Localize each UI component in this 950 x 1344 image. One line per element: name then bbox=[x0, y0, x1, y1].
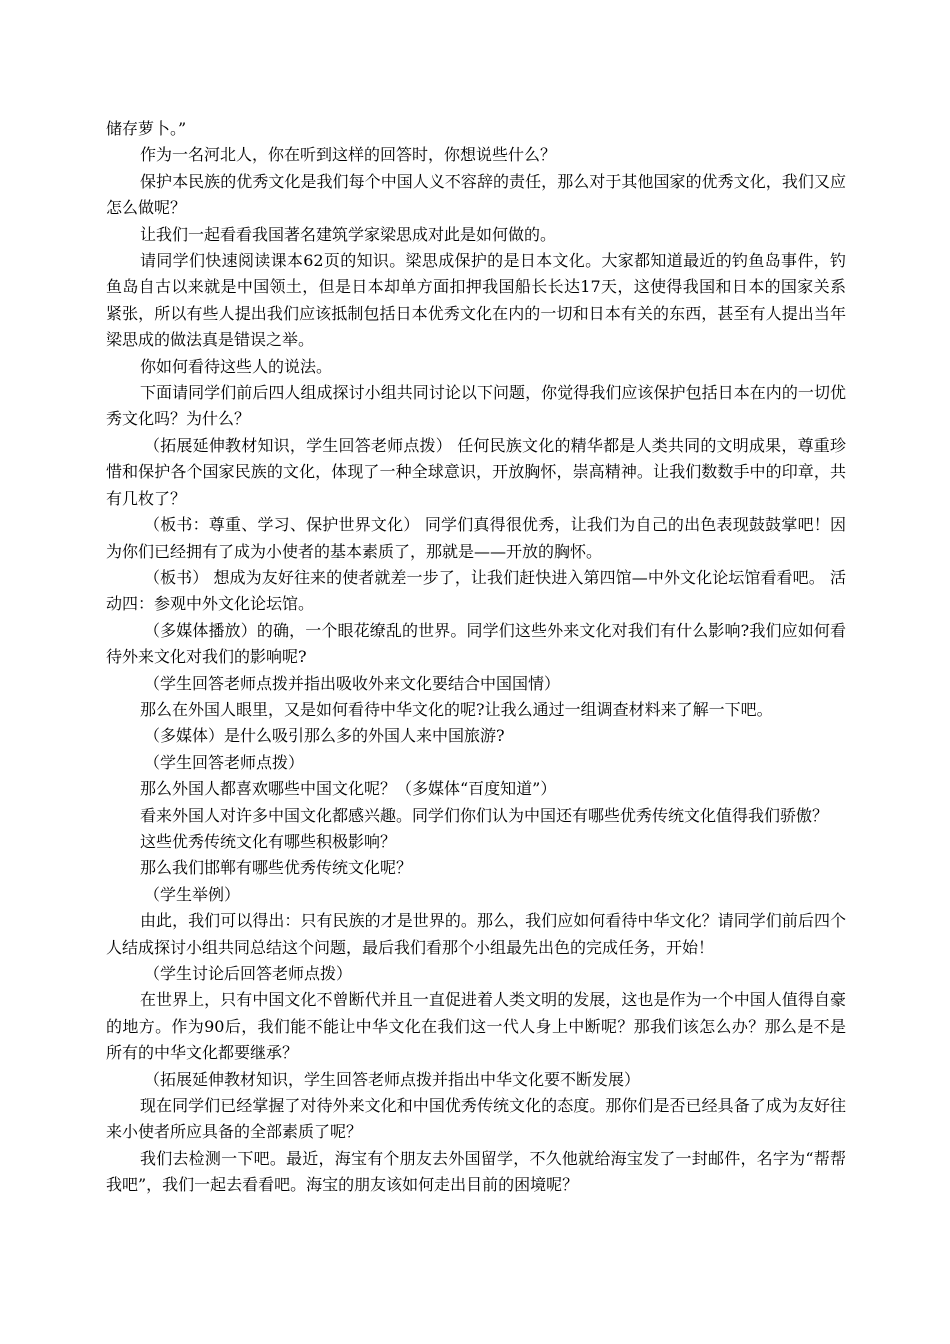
paragraph: 由此，我们可以得出：只有民族的才是世界的。那么，我们应如何看待中华文化？请同学们前后四个人结成探讨小组共同总结这个问题，最后我们看那个小组最先出色的完成任务，开始！ bbox=[106, 911, 846, 957]
document-body bbox=[106, 116, 846, 1199]
paragraph: 现在同学们已经掌握了对待外来文化和中国优秀传统文化的态度。那你们是否已经具备了成为友好往来小使者所应具备的全部素质了呢？ bbox=[106, 1096, 846, 1142]
paragraph: 保护本民族的优秀文化是我们每个中国人义不容辞的责任，那么对于其他国家的优秀文化，我们又应怎么做呢？ bbox=[106, 171, 846, 218]
paragraph: 我们去检测一下吧。最近，海宝有个朋友去外国留学，不久他就给海宝发了一封邮件，名字为“帮帮我吧”，我们一起去看看吧。海宝的朋友该如何走出目前的困境呢？ bbox=[106, 1148, 846, 1195]
paragraph: 作为一名河北人，你在听到这样的回答时，你想说些什么？ bbox=[140, 145, 557, 165]
paragraph: 你如何看待这些人的说法。 bbox=[140, 356, 333, 376]
paragraph: （学生讨论后回答老师点拨） bbox=[144, 964, 353, 983]
paragraph: （板书） 想成为友好往来的使者就差一步了，让我们赶快进入第四馆—中外文化论坛馆看看吧。 活动四：参观中外文化论坛馆。 bbox=[106, 567, 846, 614]
paragraph: （学生举例） bbox=[144, 884, 241, 904]
paragraph: （多媒体）是什么吸引那么多的外国人来中国旅游? bbox=[144, 726, 505, 746]
paragraph: （板书：尊重、学习、保护世界文化） 同学们真得很优秀，让我们为自己的出色表现鼓鼓掌吧！因为你们已经拥有了成为小使者的基本素质了，那就是——开放的胸怀。 bbox=[106, 515, 846, 561]
paragraph: 这些优秀传统文化有哪些积极影响？ bbox=[140, 831, 397, 851]
paragraph: （学生回答老师点拨） bbox=[144, 752, 305, 772]
paragraph: 让我们一起看看我国著名建筑学家梁思成对此是如何做的。 bbox=[140, 224, 557, 244]
paragraph: 在世界上，只有中国文化不曾断代并且一直促进着人类文明的发展，这也是作为一个中国人值得自豪的地方。作为90后，我们能不能让中华文化在我们这一代人身上中断呢？那我们该怎么办？那么是不是所有的中华文化都要继承？ bbox=[106, 990, 846, 1063]
paragraph: 看来外国人对许多中国文化都感兴趣。同学们你们认为中国还有哪些优秀传统文化值得我们骄傲？ bbox=[140, 805, 829, 825]
paragraph: 下面请同学们前后四人组成探讨小组共同讨论以下问题，你觉得我们应该保护包括日本在内的一切优秀文化吗？为什么？ bbox=[106, 383, 846, 429]
paragraph: 请同学们快速阅读课本62页的知识。梁思成保护的是日本文化。大家都知道最近的钓鱼岛事件，钓鱼岛自古以来就是中国领土，但是日本却单方面扣押我国船长长达17天，这使得我国和日本的国家关系紧张，所以有些人提出我们应该抵制包括日本优秀文化在内的一切和日本有关的东西，甚至有人提出当年梁思成的做法真是错误之举。 bbox=[106, 251, 846, 350]
paragraph: （多媒体播放）的确，一个眼花缭乱的世界。同学们这些外来文化对我们有什么影响?我们应如何看待外来文化对我们的影响呢? bbox=[106, 620, 846, 667]
paragraph: （学生回答老师点拨并指出吸收外来文化要结合中国国情） bbox=[144, 673, 561, 693]
paragraph: 那么外国人都喜欢哪些中国文化呢？（多媒体“百度知道”） bbox=[140, 779, 557, 799]
paragraph: （拓展延伸教材知识，学生回答老师点拨并指出中华文化要不断发展） bbox=[144, 1069, 641, 1089]
paragraph: 储存萝卜。” bbox=[106, 119, 187, 138]
paragraph: 那么在外国人眼里，又是如何看待中华文化的呢?让我么通过一组调查材料来了解一下吧。 bbox=[140, 699, 773, 719]
paragraph: 那么我们邯郸有哪些优秀传统文化呢？ bbox=[140, 858, 413, 878]
paragraph: （拓展延伸教材知识，学生回答老师点拨） 任何民族文化的精华都是人类共同的文明成果，尊重珍惜和保护各个国家民族的文化，体现了一种全球意识，开放胸怀，崇高精神。让我们数数手中的印章，共有几枚了？ bbox=[106, 435, 846, 508]
